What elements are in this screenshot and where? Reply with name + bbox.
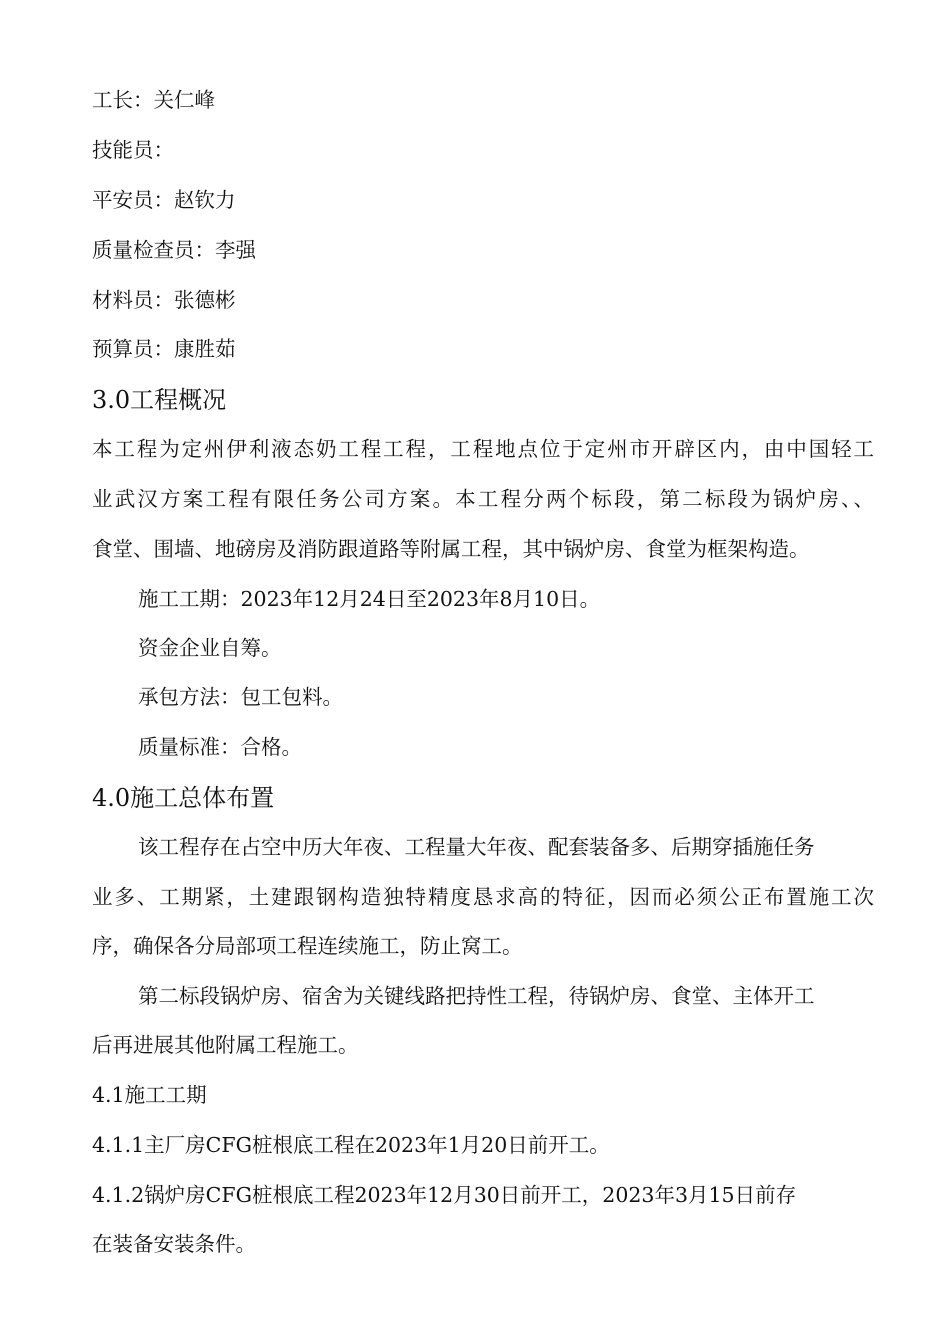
funding-source: 资金企业自筹。 [138, 636, 282, 660]
subsection-item: 4.1.1主厂房CFG桩根底工程在2023年1月20日前开工。 [92, 1133, 610, 1157]
section-4-heading: 4.0施工总体布置 [92, 784, 275, 812]
section-4-paragraph-line: 第二标段锅炉房、宿舍为关键线路把持性工程，待锅炉房、食堂、主体开工 [138, 984, 815, 1008]
subsection-4-1-heading: 4.1施工工期 [92, 1083, 207, 1107]
section-4-paragraph-line: 序，确保各分局部项工程连续施工，防止窝工。 [92, 934, 523, 958]
staff-materials-officer: 材料员：张德彬 [92, 288, 236, 312]
section-3-paragraph-line: 本工程为定州伊利液态奶工程工程，工程地点位于定州市开辟区内，由中国轻工 [92, 437, 874, 461]
staff-budget-officer: 预算员：康胜茹 [92, 337, 236, 361]
section-4-paragraph-line: 后再进展其他附属工程施工。 [92, 1033, 359, 1057]
section-4-paragraph-line: 业多、工期紧，土建跟钢构造独特精度恳求高的特征，因而必须公正布置施工次 [92, 885, 874, 909]
section-3-paragraph-line: 食堂、围墙、地磅房及消防跟道路等附属工程，其中锅炉房、食堂为框架构造。 [92, 537, 810, 561]
section-4-paragraph-line: 该工程存在占空中历大年夜、工程量大年夜、配套装备多、后期穿插施任务 [138, 835, 815, 859]
quality-standard: 质量标准：合格。 [138, 735, 302, 759]
construction-period: 施工工期：2023年12月24日至2023年8月10日。 [138, 587, 601, 611]
section-3-heading: 3.0工程概况 [92, 386, 227, 414]
staff-safety-officer: 平安员：赵钦力 [92, 188, 236, 212]
section-3-paragraph-line: 业武汉方案工程有限任务公司方案。本工程分两个标段，第二标段为锅炉房、、 [92, 487, 874, 511]
staff-foreman: 工长：关仁峰 [92, 88, 215, 112]
staff-technician: 技能员： [92, 138, 174, 162]
subsection-item: 在装备安装条件。 [92, 1232, 256, 1256]
subsection-item: 4.1.2锅炉房CFG桩根底工程2023年12月30日前开工，2023年3月15日前存 [92, 1183, 797, 1207]
contract-method: 承包方法：包工包料。 [138, 685, 343, 709]
staff-quality-inspector: 质量检查员：李强 [92, 238, 256, 262]
